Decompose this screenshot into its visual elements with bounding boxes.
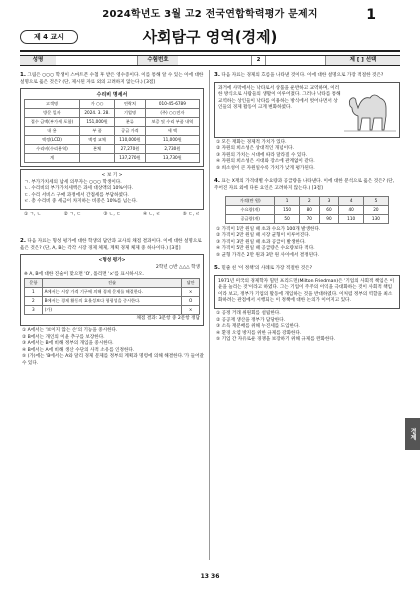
q5-passage: 1971년 미국의 경제학자 밀턴 프리드먼(Milton Friedman)은 '기업의 사회적 책임은 이윤을 늘리는 것'이라고 하였다. 그는 기업이 주주의 이익을 극대화하는 것이 사회적 책임이라 보고, 정부가 기업의 활동에 개입하는 것을 반대하였다. 이처럼 정부의 역할을 최소화하려는 관점에서 시행되는 이 정책에 대한 논의가 이어지고 있다.	[218, 278, 395, 304]
session-badge: 제 4 교시	[20, 30, 78, 44]
right-column	[214, 72, 400, 346]
table-header: 1	[275, 196, 300, 205]
answer-option[interactable]: ⑤ 기업 간 자유로운 경쟁을 보장하기 위해 규제를 완화한다.	[216, 337, 336, 343]
table-header: 문항	[25, 279, 43, 288]
table-cell: 90	[319, 214, 339, 223]
table-row	[226, 205, 389, 214]
bogi-item: ㄴ. 수리비의 부가가치세액은 과세 대상액의 10%이다.	[24, 186, 134, 192]
receipt-cell: (주) ○○전자	[145, 109, 199, 118]
answer-option[interactable]: ① A에서는 '보이지 않는 손'의 기능을 중시한다.	[22, 328, 118, 334]
receipt-cell: 010-45-6789	[145, 100, 199, 109]
page-footer: 13 36	[200, 572, 220, 580]
q5-text: 밑줄 친 '이 정책'의 사례로 가장 적절한 것은?	[221, 266, 313, 272]
q3-text: 다음 자료는 경제의 흐름을 나타낸 것이다. 이에 대한 설명으로 가장 적절한 것은?	[221, 73, 384, 78]
answer-option[interactable]: ④ ㄴ, ㄹ	[142, 211, 161, 217]
table-row	[226, 214, 389, 223]
table-cell: B에서는 경제 활동의 효율성보다 형평성을 중시한다.	[42, 296, 182, 305]
bogi-label: < 보 기 >	[101, 173, 123, 179]
receipt-cell: 137,270원	[115, 154, 146, 163]
q2-assessment-box	[20, 254, 204, 326]
receipt-table	[24, 99, 200, 163]
answer-option[interactable]: ⑤ ㄷ, ㄹ	[182, 211, 200, 217]
table-header: 4	[339, 196, 364, 205]
receipt-cell: 151,000원	[79, 118, 114, 127]
question-5	[214, 265, 400, 343]
receipt-cell: 계	[25, 154, 80, 163]
receipt-cell: 가 ○○	[79, 100, 114, 109]
subject-title: 사회탐구 영역(경제)	[142, 28, 278, 46]
receipt-cell: 분류	[115, 118, 146, 127]
q2-text: 다음 자료는 형성 평가에 대한 학생의 답안과 교사의 채점 결과이다. 이에 대한 설명으로 옳은 것은? (단, A, B는 각각 시장 경제 체제, 계획 경제 체제 중 하나이다.) [3점]	[20, 239, 202, 251]
table-row	[25, 296, 200, 305]
receipt-row	[25, 100, 200, 109]
answer-option[interactable]: ⑤ 균형 가격은 2만 원과 3만 원 사이에서 결정된다.	[216, 252, 319, 258]
answer-option[interactable]: ① 모든 재화는 경제적 가치가 있다.	[216, 139, 287, 145]
answer-option[interactable]: ④ 자원의 희소성은 시대와 장소에 관계없이 같다.	[216, 159, 315, 165]
table-cell: 공급량(개)	[226, 214, 275, 223]
q1-bogi-box	[20, 169, 204, 210]
grading-result: 채점 결과: 3문항 중 2문항 정답	[136, 315, 200, 321]
receipt-cell: 기업명	[115, 109, 146, 118]
receipt-cell: 내 용	[25, 127, 80, 136]
question-3	[214, 72, 400, 172]
exam-number-field[interactable]	[178, 56, 252, 65]
bogi-item: ㄹ. 총 수리비 중 세금이 차지하는 비중은 10%를 넘는다.	[24, 199, 138, 205]
bogi-item: ㄷ. 수리 서비스 구매 과정에서 간접세를 부담하였다.	[24, 192, 129, 198]
table-cell: 80	[299, 205, 319, 214]
table-cell: O	[182, 296, 200, 305]
q1-receipt	[20, 88, 204, 167]
receipt-cell: 110,000원	[115, 136, 146, 145]
camel-icon	[344, 86, 396, 134]
answer-option[interactable]: ① 가격이 1만 원일 때 초과 수요가 100개 발생한다.	[216, 226, 321, 232]
q2-number: 2.	[20, 238, 26, 245]
table-cell: 20	[364, 205, 389, 214]
bogi-item: ㄱ. 부가가치세의 납세 의무자는 ○○○ 학생이다.	[24, 179, 122, 185]
answer-option[interactable]: ② 자원의 희소성은 상대적인 개념이다.	[216, 146, 294, 152]
choice-label: 제 [ ] 선택	[326, 56, 400, 65]
table-row	[25, 305, 200, 314]
question-4	[214, 178, 400, 259]
q3-passage: 과거에 사막에서는 낙타로서 상품을 운반하고 교역하며, 이러한 방식으로 사람들의 생활이 이루어졌다. 그러나 낙타를 통해 교역하는 상인들이 낙타를 이용하는 방식에서 벗어나면서 상인들의 경제 활동이 크게 변화하였다.	[218, 85, 341, 111]
table-cell: 150	[275, 205, 300, 214]
table-cell: 1	[25, 287, 43, 296]
table-cell: (가)	[42, 305, 182, 314]
answer-option[interactable]: ② B에서는 개인의 이윤 추구를 보장한다.	[22, 334, 105, 340]
receipt-cell: 27,270원	[115, 145, 146, 154]
q3-passage-box	[214, 82, 400, 138]
q5-number: 5.	[214, 265, 220, 272]
assessment-prompt: ※ A, B에 대한 진술이 맞으면 'O', 틀리면 '×'를 표시하시오.	[24, 271, 145, 277]
exam-number-field-2[interactable]	[266, 56, 326, 65]
receipt-row	[25, 136, 200, 145]
table-header: 2	[299, 196, 319, 205]
receipt-cell: 11,000원	[145, 136, 199, 145]
receipt-cell: 2,730원	[145, 145, 199, 154]
receipt-cell: 액정(LCD)	[25, 136, 80, 145]
table-header: 3	[319, 196, 339, 205]
table-header: 5	[364, 196, 389, 205]
receipt-row	[25, 118, 200, 127]
exam-number-label: 수험번호	[138, 56, 178, 65]
table-cell: ×	[182, 287, 200, 296]
question-1	[20, 72, 204, 218]
receipt-cell: 부 품	[79, 127, 114, 136]
table-cell: 130	[364, 214, 389, 223]
assessment-table	[24, 278, 200, 315]
answer-option[interactable]: ③ A에서는 B에 비해 정부의 개입을 중시한다.	[22, 341, 114, 347]
assessment-title: <형성 평가>	[98, 258, 126, 264]
receipt-row	[25, 154, 200, 163]
name-field[interactable]	[56, 56, 138, 65]
page-number: 1	[366, 7, 376, 23]
table-cell: 70	[299, 214, 319, 223]
question-2	[20, 238, 204, 367]
receipt-cell: 13,730원	[145, 154, 199, 163]
receipt-cell: 액정 교체	[79, 136, 114, 145]
answer-option[interactable]: ④ B에서는 A에 비해 생산 수단의 사적 소유를 인정한다.	[22, 347, 135, 353]
receipt-cell: 본체	[79, 145, 114, 154]
table-header: 답안	[182, 279, 200, 288]
receipt-title: 수리비 명세서	[96, 92, 128, 99]
table-cell: 3	[25, 305, 43, 314]
table-cell: 2	[25, 296, 43, 305]
receipt-cell: 수리비(수리용역)	[25, 145, 80, 154]
table-cell: 60	[319, 205, 339, 214]
table-cell: 110	[339, 214, 364, 223]
receipt-cell	[79, 154, 114, 163]
table-header: 진술	[42, 279, 182, 288]
receipt-row	[25, 145, 200, 154]
answer-option[interactable]: ② 가격이 2만 원일 때 시장 균형이 이루어진다.	[216, 233, 311, 239]
table-cell: 수요량(개)	[226, 205, 275, 214]
q4-text: 표는 X재의 가격대별 수요량과 공급량을 나타낸다. 이에 대한 분석으로 옳은 것은? (단, 주어진 자료 외에 다른 요인은 고려하지 않는다.) [3점]	[214, 179, 395, 192]
exam-number-digit: 2	[252, 56, 266, 65]
receipt-cell: 접수 금액(부가세 포함)	[25, 118, 80, 127]
table-cell: 40	[339, 205, 364, 214]
answer-option[interactable]: ③ ㄴ, ㄷ	[103, 211, 121, 217]
table-cell: ×	[182, 305, 200, 314]
header-rule	[20, 50, 400, 52]
q1-text: 그림은 ○○○ 학생이 스마트폰 수첩 후 받은 영수증이다. 이를 통해 알 수 있는 이에 대한 설명으로 옳은 것은? (단, 제시된 자료 외의 고려하지 않는다.) [3점]	[20, 73, 204, 85]
column-divider	[209, 70, 210, 560]
table-cell: A에서는 시장 가격 기구에 의해 경제 문제를 해결한다.	[42, 287, 182, 296]
receipt-row	[25, 109, 200, 118]
answer-option[interactable]: ② 공공재 생산을 정부가 담당한다.	[216, 317, 286, 323]
q1-number: 1.	[20, 72, 26, 78]
table-row	[25, 287, 200, 296]
answer-option[interactable]: ③ 소득 재분배를 위해 누진세를 도입한다.	[216, 324, 300, 330]
receipt-cell: 연락처	[115, 100, 146, 109]
subject-side-tab: 경제	[405, 418, 420, 450]
exam-title: 2024학년도 3월 고2 전국연합학력평가 문제지	[102, 9, 318, 20]
q5-passage-box	[214, 275, 400, 309]
receipt-cell: 세 액	[145, 127, 199, 136]
price-table	[225, 196, 389, 224]
answer-option[interactable]: ⑤ 희소성이 큰 자원일수록 가치가 낮게 평가된다.	[216, 165, 315, 171]
answer-option[interactable]: ③ 자원의 가치는 시대에 따라 달라질 수 있다.	[216, 152, 308, 158]
left-column	[20, 72, 204, 369]
name-label: 성명	[20, 56, 56, 65]
info-bar	[20, 55, 400, 66]
answer-option[interactable]: ⑤ (가)에는 'B에서는 A와 달리 경제 문제를 정부의 계획과 명령에 의해 해결한다.'가 들어갈 수 있다.	[22, 354, 204, 366]
receipt-cell: 공급 가격	[115, 127, 146, 136]
q4-number: 4.	[214, 178, 220, 185]
answer-option[interactable]: ① ㄱ, ㄴ	[24, 211, 42, 217]
answer-option[interactable]: ④ 가격이 5만 원일 때 공급량은 수요량보다 적다.	[216, 246, 315, 252]
answer-option[interactable]: ④ 환경 오염 방지를 위한 규제를 강화한다.	[216, 330, 302, 336]
table-header: 가격(만 원)	[226, 196, 275, 205]
receipt-cell: 2024. 3. 28.	[79, 109, 114, 118]
receipt-row	[25, 127, 200, 136]
answer-option[interactable]: ① 공정 거래 위원회를 설립한다.	[216, 310, 281, 316]
student-name: 2학년 ○반 △△△ 학생	[155, 265, 200, 270]
receipt-cell: 고객명	[25, 100, 80, 109]
receipt-cell: 보증 및 수리 부품 내역	[145, 118, 199, 127]
answer-option[interactable]: ② ㄱ, ㄷ	[63, 211, 82, 217]
answer-option[interactable]: ③ 가격이 3만 원일 때 초과 공급이 발생한다.	[216, 239, 306, 245]
table-cell: 50	[275, 214, 300, 223]
q3-number: 3.	[214, 72, 220, 78]
receipt-cell: 방문 일자	[25, 109, 80, 118]
